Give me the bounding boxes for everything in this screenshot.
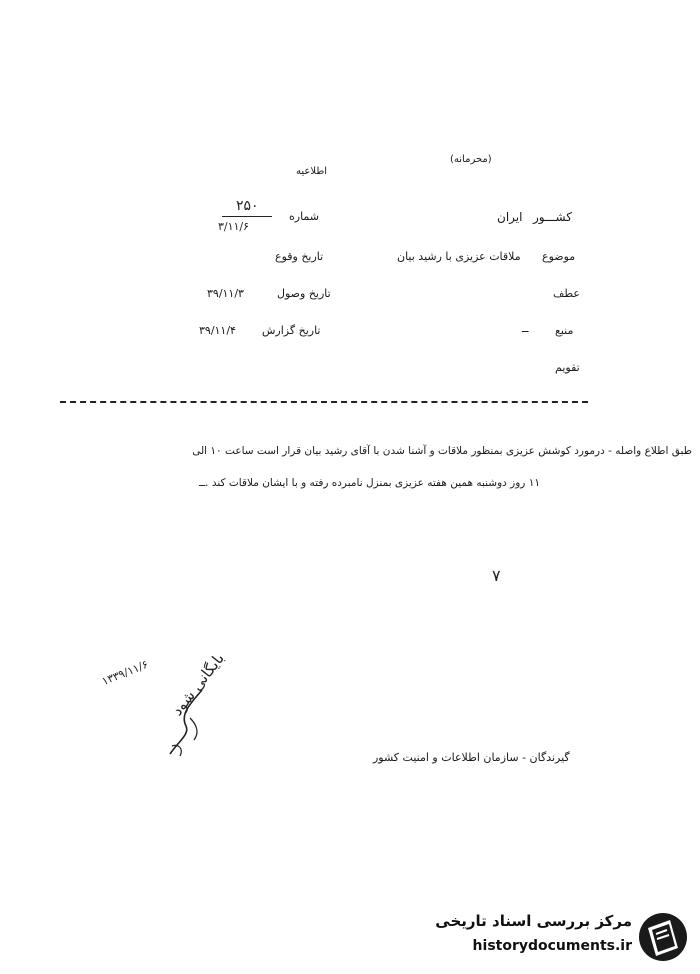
number-label: شماره (289, 210, 320, 223)
country-label: کشـــور (533, 210, 572, 224)
classification-label: (محرمانه) (450, 154, 492, 165)
recipients-line: گیرندگان - سازمان اطلاعات و امنیت کشور (373, 751, 570, 764)
evaluation-label: تقویم (555, 361, 580, 374)
section-divider (60, 401, 588, 403)
signature-scribble (150, 684, 220, 764)
number-value-top: ۲۵۰ (236, 198, 259, 214)
source-value: ــ (522, 322, 529, 335)
country-value: ایران (497, 210, 523, 224)
handwritten-mark: ۷ (492, 566, 501, 585)
subject-label: موضوع (542, 250, 576, 263)
source-label: منبع (555, 324, 574, 337)
origin-date-label: تاریخ وقوع (275, 250, 324, 263)
margin-date-note: ۱۳۳۹/۱۱/۶ (100, 657, 151, 689)
reference-label: عطف (553, 287, 580, 300)
archive-logo-icon (636, 908, 690, 966)
document-type: اطلاعیه (296, 166, 328, 177)
subject-value: ملاقات عزیزی با رشید بیان (397, 250, 521, 263)
body-line-1: طبق اطلاع واصله - درمورد کوشش عزیزی بمنظور ملاقات و آشنا شدن با آقای رشید بیان قرار است ساعت ۱۰ الی (192, 445, 692, 457)
receipt-date-label: تاریخ وصول (277, 287, 331, 300)
number-value-bottom: ۳/۱۱/۶ (218, 220, 250, 233)
body-line-2: ۱۱ روز دوشنبه همین هفته عزیزی بمنزل نامبرده رفته و با ایشان ملاقات کند .ــ (199, 477, 540, 489)
footer-brand-fa: مرکز بررسی اسناد تاریخی (435, 912, 632, 930)
report-date-value: ۳۹/۱۱/۴ (199, 324, 236, 337)
report-date-label: تاریخ گزارش (262, 324, 321, 337)
receipt-date-value: ۳۹/۱۱/۳ (207, 287, 244, 300)
number-underline (222, 216, 272, 217)
footer-brand-en: historydocuments.ir (472, 938, 632, 954)
signature-note: بایگانی شود (168, 649, 228, 720)
